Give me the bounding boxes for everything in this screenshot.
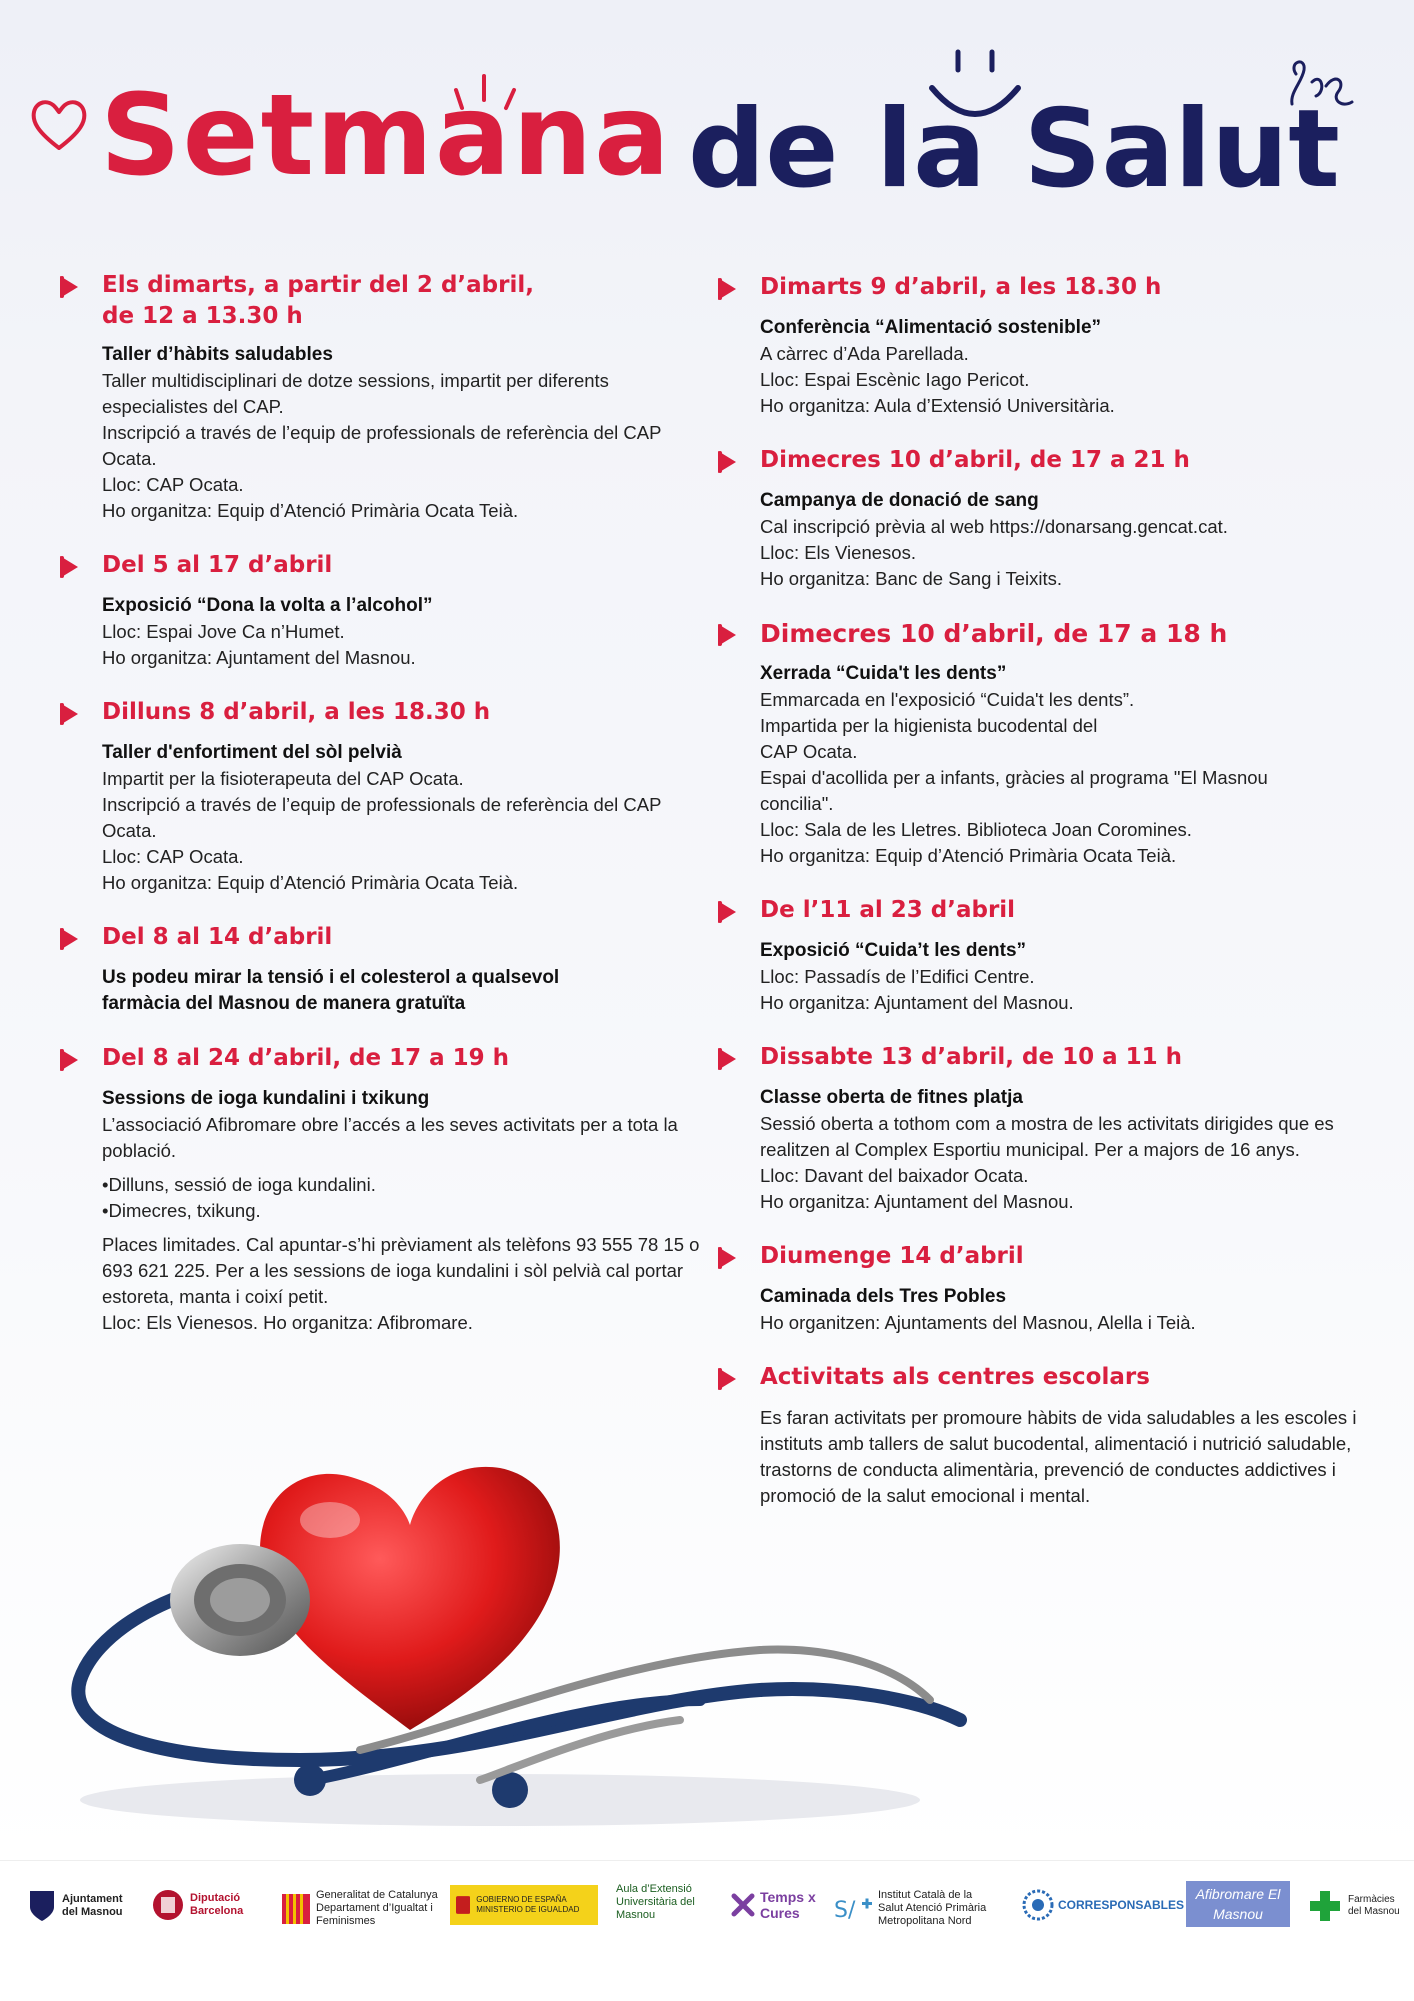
heart-outline-icon bbox=[28, 96, 90, 154]
arrow-icon bbox=[718, 1048, 736, 1070]
event-line: Espai d'acollida per a infants, gràcies al programa "El Masnou concilia". bbox=[760, 767, 1268, 814]
x-mark-icon bbox=[730, 1892, 756, 1918]
event-line: Ho organitza: Ajuntament del Masnou. bbox=[760, 992, 1074, 1013]
event-line: Lloc: CAP Ocata. bbox=[102, 474, 244, 495]
event-item bbox=[718, 1241, 1358, 1336]
event-line: Ho organitza: Equip d’Atenció Primària Ocata Teià. bbox=[760, 845, 1177, 866]
event-title: Exposició “Dona la volta a l’alcohol” bbox=[102, 595, 433, 616]
arrow-icon bbox=[718, 451, 736, 473]
logo-ajuntament bbox=[28, 1889, 138, 1923]
event-line: Inscripció a través de l’equip de professionals de referència del CAP Ocata. bbox=[102, 422, 662, 469]
event-date: Dimecres 10 d’abril, de 17 a 18 h bbox=[760, 619, 1228, 648]
event-line: Inscripció a través de l’equip de professionals de referència del CAP Ocata. bbox=[102, 794, 662, 841]
logo-temps-cures bbox=[730, 1889, 816, 1921]
event-bullet: •Dilluns, sessió de ioga kundalini. bbox=[102, 1174, 376, 1195]
event-date: Els dimarts, a partir del 2 d’abril, de 12 a 13.30 h bbox=[102, 272, 534, 329]
arrow-icon bbox=[60, 1049, 78, 1071]
senyera-icon bbox=[282, 1894, 310, 1924]
event-item bbox=[60, 270, 700, 524]
event-item bbox=[60, 697, 700, 896]
event-date: Dimecres 10 d’abril, de 17 a 21 h bbox=[760, 447, 1190, 473]
arrow-icon bbox=[718, 1247, 736, 1269]
event-item bbox=[60, 1043, 700, 1336]
logo-label: GOBIERNO DE ESPAÑA MINISTERIO DE IGUALDAD bbox=[476, 1895, 580, 1914]
stethoscope-chestpiece-icon bbox=[170, 1544, 310, 1656]
event-item bbox=[60, 550, 700, 671]
event-line: Sessió oberta a tothom com a mostra de les activitats dirigides que es realitzen al Complex Esportiu municipal. Per a majors de 16 anys. bbox=[760, 1113, 1334, 1160]
event-description: Es faran activitats per promoure hàbits de vida saludables a les escoles i instituts amb tallers de salut bucodental, alimentació i nutrició saludable, trastorns de conducta alimentària, prevenció de conductes addictives i promoció de la salut emocional i mental. bbox=[760, 1407, 1357, 1506]
event-line: Places limitades. Cal apuntar-s’hi prèviament als telèfons 93 555 78 15 o 693 621 225. Per a les sessions de ioga kundalini i sòl pelvià cal portar estoreta, manta i coixí petit. bbox=[102, 1234, 700, 1307]
event-line: Ho organitza: Ajuntament del Masnou. bbox=[760, 1191, 1074, 1212]
logo-generalitat bbox=[282, 1889, 440, 1928]
heart-stethoscope-illustration bbox=[60, 1400, 980, 1840]
event-date: Del 8 al 14 d’abril bbox=[102, 924, 333, 950]
arrow-icon bbox=[60, 928, 78, 950]
event-line: Lloc: Sala de les Lletres. Biblioteca Joan Coromines. bbox=[760, 819, 1192, 840]
event-title: Caminada dels Tres Pobles bbox=[760, 1286, 1007, 1307]
logo-aula bbox=[616, 1883, 714, 1922]
event-line: Ho organitza: Ajuntament del Masnou. bbox=[102, 647, 416, 668]
logo-farmacies bbox=[1308, 1889, 1404, 1923]
shield-icon bbox=[28, 1889, 56, 1923]
logo-label: Temps x Cures bbox=[760, 1889, 816, 1921]
event-line: Lloc: Espai Escènic Iago Pericot. bbox=[760, 369, 1030, 390]
event-item bbox=[60, 922, 700, 1017]
event-line: A càrrec d’Ada Parellada. bbox=[760, 343, 969, 364]
event-line: Lloc: Passadís de l’Edifici Centre. bbox=[760, 966, 1035, 987]
event-date: De l’11 al 23 d’abril bbox=[760, 897, 1016, 923]
event-line: Impartida per la higienista bucodental del CAP Ocata. bbox=[760, 715, 1098, 762]
logo-label: Afibromare El Masnou bbox=[1186, 1881, 1290, 1927]
left-events-column bbox=[60, 270, 700, 1336]
event-line: Lloc: CAP Ocata. bbox=[102, 846, 244, 867]
event-line: Lloc: Els Vienesos. Ho organitza: Afibromare. bbox=[102, 1312, 473, 1333]
event-title: Classe oberta de fitnes platja bbox=[760, 1087, 1023, 1108]
event-title: Taller d’hàbits saludables bbox=[102, 344, 333, 365]
event-line: Lloc: Davant del baixador Ocata. bbox=[760, 1165, 1029, 1186]
event-title: Taller d'enfortiment del sòl pelvià bbox=[102, 742, 402, 763]
event-line: Ho organitza: Aula d’Extensió Universitària. bbox=[760, 395, 1115, 416]
pharmacy-cross-icon bbox=[1308, 1889, 1342, 1923]
event-title: Us podeu mirar la tensió i el colesterol a qualsevol farmàcia del Masnou de manera gratuïta bbox=[102, 967, 560, 1014]
logo-label: Farmàcies del Masnou bbox=[1348, 1894, 1400, 1917]
event-date: Activitats als centres escolars bbox=[760, 1364, 1150, 1390]
event-line: Ho organitza: Equip d’Atenció Primària Ocata Teià. bbox=[102, 500, 519, 521]
coat-of-arms-icon bbox=[456, 1890, 470, 1920]
arrow-icon bbox=[60, 703, 78, 725]
event-item bbox=[718, 445, 1358, 592]
arrow-icon bbox=[60, 276, 78, 298]
health-cross-icon bbox=[834, 1896, 874, 1922]
arrow-icon bbox=[718, 901, 736, 923]
event-item bbox=[718, 895, 1358, 1016]
event-title: Conferència “Alimentació sostenible” bbox=[760, 317, 1102, 338]
logo-corresponsables bbox=[1022, 1889, 1184, 1921]
event-title: Sessions de ioga kundalini i txikung bbox=[102, 1088, 430, 1109]
flower-icon bbox=[1022, 1889, 1054, 1921]
logo-label: Generalitat de Catalunya Departament d’Igualtat i Feminismes bbox=[316, 1889, 438, 1927]
event-title: Xerrada “Cuida't les dents” bbox=[760, 663, 1007, 684]
logo-diputacio bbox=[152, 1889, 260, 1921]
logo-gobierno bbox=[450, 1885, 598, 1925]
event-line: Emmarcada en l'exposició “Cuida't les dents”. bbox=[760, 689, 1135, 710]
event-line: Lloc: Espai Jove Ca n’Humet. bbox=[102, 621, 345, 642]
event-date: Diumenge 14 d’abril bbox=[760, 1243, 1024, 1269]
event-line: Ho organitzen: Ajuntaments del Masnou, Alella i Teià. bbox=[760, 1312, 1196, 1333]
event-line: Impartit per la fisioterapeuta del CAP Ocata. bbox=[102, 768, 464, 789]
arrow-icon bbox=[718, 1368, 736, 1390]
arrow-icon bbox=[718, 624, 736, 646]
sponsor-logos-footer bbox=[0, 1860, 1414, 2001]
arrow-icon bbox=[718, 278, 736, 300]
event-item bbox=[718, 618, 1358, 869]
logo-ics bbox=[834, 1889, 998, 1928]
logo-label: Diputació Barcelona bbox=[190, 1892, 244, 1917]
event-item bbox=[718, 1042, 1358, 1215]
event-title: Campanya de donació de sang bbox=[760, 490, 1039, 511]
event-title: Exposició “Cuida’t les dents” bbox=[760, 940, 1027, 961]
event-date: Dimarts 9 d’abril, a les 18.30 h bbox=[760, 274, 1162, 300]
event-bullet: •Dimecres, txikung. bbox=[102, 1200, 261, 1221]
event-date: Del 5 al 17 d’abril bbox=[102, 552, 333, 578]
event-line: Ho organitza: Banc de Sang i Teixits. bbox=[760, 568, 1062, 589]
event-line: L’associació Afibromare obre l’accés a les seves activitats per a tota la població. bbox=[102, 1114, 678, 1161]
event-line: Cal inscripció prèvia al web https://donarsang.gencat.cat. bbox=[760, 516, 1228, 537]
event-date: Dissabte 13 d’abril, de 10 a 11 h bbox=[760, 1044, 1182, 1070]
right-events-column bbox=[718, 272, 1358, 1509]
event-date: Del 8 al 24 d’abril, de 17 a 19 h bbox=[102, 1045, 510, 1071]
logo-label: CORRESPONSABLES bbox=[1058, 1897, 1185, 1912]
event-item bbox=[718, 272, 1358, 419]
event-line: Taller multidisciplinari de dotze sessions, impartit per diferents especialistes del CAP. bbox=[102, 370, 609, 417]
logo-afibromare bbox=[1186, 1881, 1290, 1927]
logo-label: Ajuntament del Masnou bbox=[62, 1893, 123, 1918]
event-line: Lloc: Els Vienesos. bbox=[760, 542, 916, 563]
event-date: Dilluns 8 d’abril, a les 18.30 h bbox=[102, 699, 491, 725]
logo-label: Institut Català de la Salut Atenció Primària Metropolitana Nord bbox=[878, 1889, 987, 1927]
poster-header bbox=[0, 0, 1414, 260]
seal-icon bbox=[152, 1889, 184, 1921]
logo-label: Aula d’Extensió Universitària del Masnou bbox=[616, 1883, 695, 1921]
svg-text:S/: S/ bbox=[834, 1897, 856, 1922]
page-title-setmana: Setmana bbox=[100, 71, 672, 201]
arrow-icon bbox=[60, 556, 78, 578]
page-title-salut: de la Salut bbox=[688, 87, 1340, 212]
event-line: Ho organitza: Equip d’Atenció Primària Ocata Teià. bbox=[102, 872, 519, 893]
